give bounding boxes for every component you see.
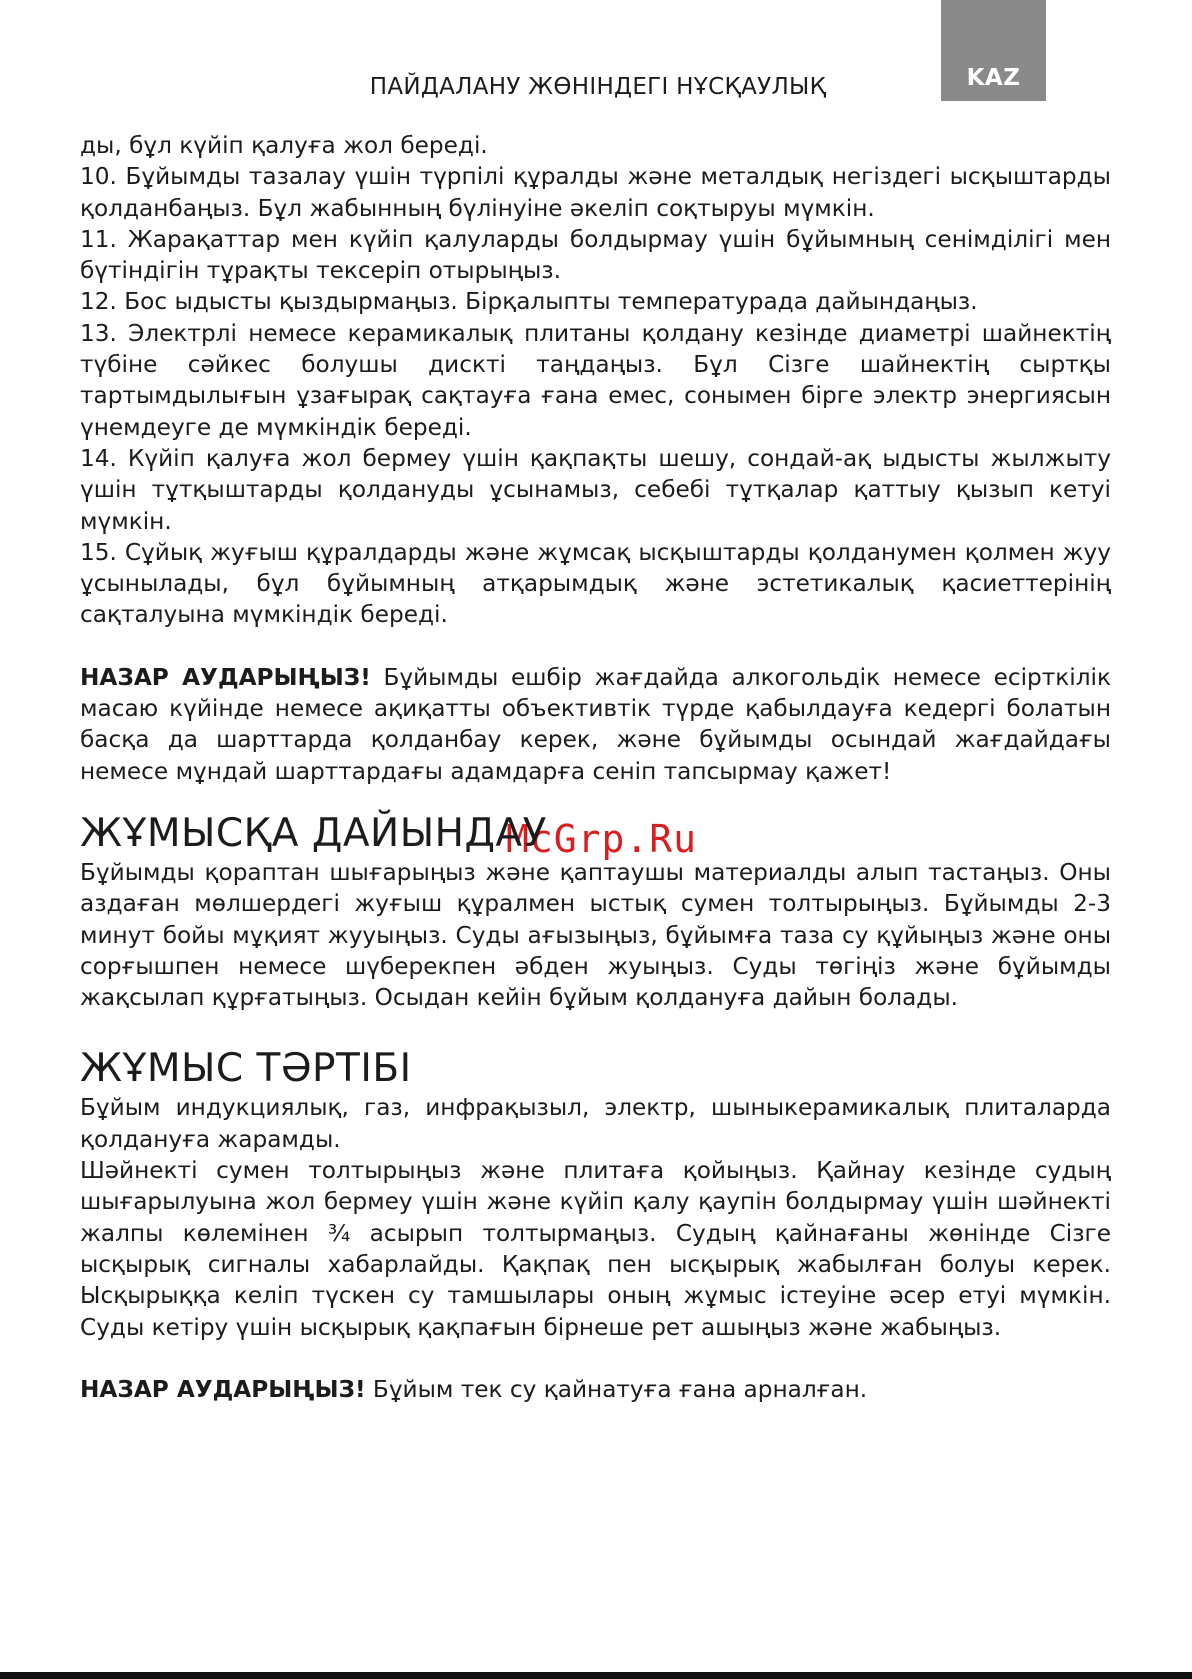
- care-item: 14. Күйіп қалуға жол бермеу үшін қақпақты шешу, сондай-ақ ыдысты жылжыту үшін тұтқыштарды қолдануды ұсынамыз, себебі тұтқалар қаттыу қызып кетуі мүмкін.: [80, 444, 1111, 535]
- care-item: 13. Электрлі немесе керамикалық плитаны қолдану кезінде диаметрі шайнектің түбіне сәйкес болушы дискті таңдаңыз. Бұл Сізге шайнектің сыртқы тартымдылығын ұзағырақ сақтауға ғана емес, сонымен бірге электр энергиясын үнемдеуге де мүмкіндік береді.: [80, 319, 1111, 441]
- preparation-text: Бұйымды қораптан шығарыңыз және қаптаушы материалды алып тастаңыз. Оны аздаған мөлшердегі жуғыш құралмен ыстық сумен толтырыңыз. Бұйымды 2-3 минут бойы мұқият жууыңыз. Суды ағызыңыз, бұйымға таза су құйыңыз және оны сорғышпен немесе шүберекпен әбден жуыңыз. Суды төгіңіз және бұйымды жақсылап құрғатыңыз. Осыдан кейін бұйым қолдануға дайын болады.: [80, 858, 1111, 1012]
- warning-text: Бұйым тек су қайнатуға ғана арналған.: [372, 1375, 868, 1403]
- bottom-rule: [0, 1672, 1192, 1679]
- section-title-operation: ЖҰМЫС ТӘРТІБІ: [80, 1046, 412, 1092]
- care-item: ды, бұл күйіп қалуға жол береді.: [80, 132, 488, 159]
- warning-paragraph-1: [80, 662, 1111, 787]
- warning-paragraph-2: [80, 1374, 1111, 1405]
- care-item: 11. Жарақаттар мен күйіп қалуларды болдырмау үшін бұйымның сенімділігі мен бүтіндігін тұрақты тексеріп отырыңыз.: [80, 225, 1111, 285]
- warning-label: НАЗАР АУДАРЫҢЫЗ!: [80, 663, 371, 691]
- warning-text: Бұйымды ешбір жағдайда алкогольдік немесе есірткілік масаю күйінде немесе ақиқатты объективтік түрде қабылдауға кедергі болатын басқа да шарттарда қолданбау керек, және бұйымды осындай жағдайдағы немесе мұндай шарттардағы адамдарға сеніп тапсырмау қажет!: [80, 663, 1111, 785]
- care-item: 15. Сұйық жуғыш құралдарды және жұмсақ ысқыштарды қолданумен қолмен жуу ұсынылады, бұл бұйымның атқарымдық және эстетикалық қасиеттерінің сақталуына мүмкіндік береді.: [80, 538, 1111, 629]
- language-tab-label: KAZ: [966, 65, 1021, 91]
- watermark: McGrp.Ru: [506, 817, 698, 861]
- warning-label: НАЗАР АУДАРЫҢЫЗ!: [80, 1375, 366, 1403]
- operation-paragraph: Шәйнекті сумен толтырыңыз және плитаға қойыңыз. Қайнау кезінде судың шығарылуына жол бермеу үшін және күйіп қалу қаупін болдырмау үшін шәйнекті жалпы көлемінен ¾ асырып толтырмаңыз. Судың қайнағаны жөнінде Сізге ысқырық сигналы хабарлайды. Қақпақ пен ысқырық жабылған болуы керек. Ысқырыққа келіп түскен су тамшылары оның жұмыс істеуіне әсер етуі мүмкін. Суды кетіру үшін ысқырық қақпағын бірнеше рет ашыңыз және жабыңыз.: [80, 1157, 1111, 1341]
- section-title-preparation: ЖҰМЫСҚА ДАЙЫНДАУ: [80, 810, 547, 856]
- operation-paragraph: Бұйым индукциялық, газ, инфрақызыл, электр, шыныкерамикалық плиталарда қолдануға жарамды.: [80, 1094, 1111, 1153]
- page-header: [0, 74, 1192, 100]
- page-content: [80, 130, 1111, 1405]
- care-list: [80, 130, 1111, 631]
- care-item: 12. Бос ыдысты қыздырмаңыз. Бірқалыпты температурада дайындаңыз.: [80, 288, 978, 316]
- care-item: 10. Бұйымды тазалау үшін түрпілі құралды және металдық негіздегі ысқыштарды қолданбаңыз. Бұл жабынның бүлінуіне әкеліп соқтыруы мүмкін.: [80, 163, 1111, 222]
- page-header-title: ПАЙДАЛАНУ ЖӨНІНДЕГІ НҰСҚАУЛЫҚ: [369, 74, 827, 100]
